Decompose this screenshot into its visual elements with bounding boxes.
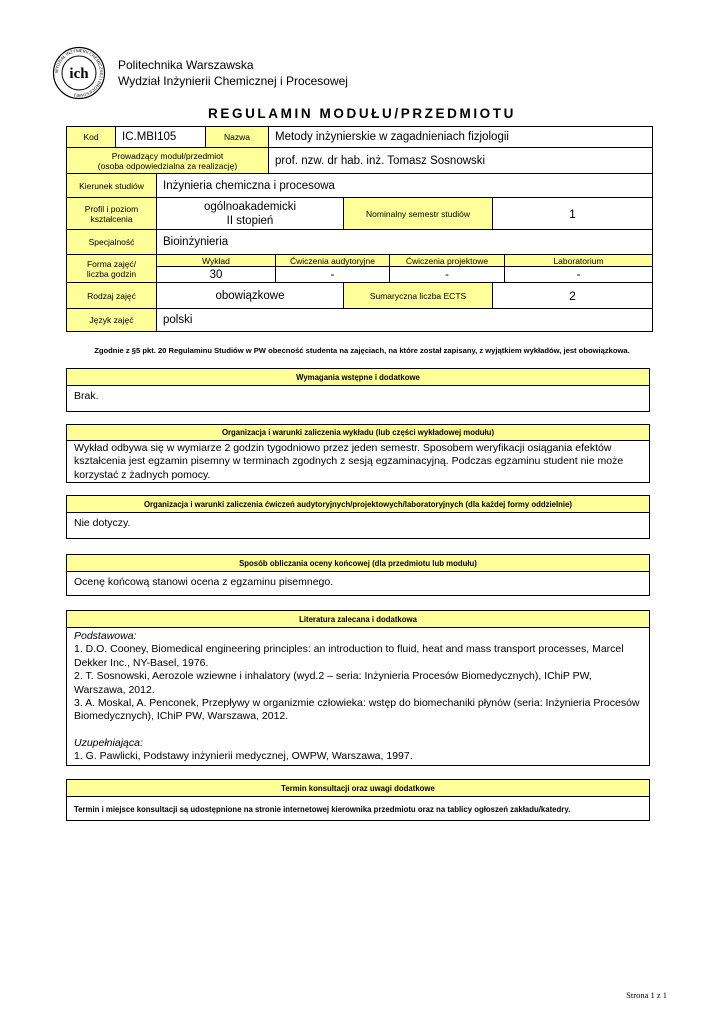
- semestr-label: Nominalny semestr studiów: [343, 197, 493, 230]
- literatura-header: Literatura zalecana i dodatkowa: [66, 610, 650, 628]
- literatura-item: 3. A. Moskal, A. Penconek, Przepływy w organizmie człowieka: wstęp do biomechaniki płynów (seria: Inżynieria Procesów Biomedycznych), IChiP PW, Warszawa, 2012.: [74, 697, 640, 723]
- cwiczenia-body: Nie dotyczy.: [66, 513, 650, 539]
- kod-label: Kod: [66, 126, 116, 148]
- jezyk-value: polski: [156, 308, 653, 332]
- kierunek-label: Kierunek studiów: [66, 173, 157, 198]
- literatura-item: 1. G. Pawlicki, Podstawy inżynierii medycznej, OWPW, Warszawa, 1997.: [74, 750, 413, 763]
- jezyk-label: Język zajęć: [66, 308, 157, 332]
- cwiczenia-header: Organizacja i warunki zaliczenia ćwiczeń audytoryjnych/projektowych/laboratoryjnych (dla każdej formy oddzielnie): [66, 495, 650, 513]
- faculty-name: Wydział Inżynierii Chemicznej i Procesowej: [118, 74, 348, 88]
- nazwa-value: Metody inżynierskie w zagadnieniach fizjologii: [268, 126, 653, 148]
- profil-label: [66, 197, 157, 230]
- profil-value: [156, 197, 344, 230]
- wymagania-body: Brak.: [66, 386, 650, 412]
- forma-value-wyklad: 30: [156, 266, 276, 283]
- forma-label: [66, 254, 157, 283]
- forma-header-cwiczenia-projektowe: Ćwiczenia projektowe: [389, 254, 505, 267]
- forma-value-laboratorium: -: [504, 266, 653, 283]
- forma-value-cwiczenia-projektowe: -: [389, 266, 505, 283]
- literatura-uzupelniajaca-label: Uzupełniająca:: [74, 736, 143, 749]
- rodzaj-label: Rodzaj zajęć: [66, 282, 157, 309]
- attendance-note: Zgodnie z §5 pkt. 20 Regulaminu Studiów w PW obecność studenta na zajęciach, na które został zapisany, z wyjątkiem wykładów, jest obowiązkowa.: [94, 346, 630, 355]
- wyklad-body: Wykład odbywa się w wymiarze 2 godzin tygodniowo przez jeden semestr. Sposobem weryfikacji osiągania efektów kształcenia jest egzamin pisemny w terminach zgodnych z sesją egzaminacyjną. Podczas egzaminu student nie może korzystać z żadnych pomocy.: [66, 441, 650, 483]
- rodzaj-value: obowiązkowe: [156, 282, 344, 309]
- forma-header-wyklad: Wykład: [156, 254, 276, 267]
- logo-ring-text: WYDZIAŁ INŻYNIERII CHEMICZNEJ I PROCESOWEJ: [53, 47, 105, 99]
- specjalnosc-label: Specjalność: [66, 229, 157, 255]
- nazwa-label: Nazwa: [205, 126, 269, 148]
- ects-label: Sumaryczna liczba ECTS: [343, 282, 493, 309]
- wyklad-header: Organizacja i warunki zaliczenia wykładu (lub części wykładowej modułu): [66, 424, 650, 441]
- forma-label-line2: liczba godzin: [86, 268, 137, 279]
- literatura-podstawowa-label: Podstawowa:: [74, 630, 137, 642]
- literatura-item: 1. D.O. Cooney, Biomedical engineering principles: an introduction to fluid, heat and mass transport processes, Marcel Dekker Inc., NY-Basel, 1976.: [74, 643, 624, 669]
- faculty-logo: [52, 46, 106, 100]
- kierunek-value: Inżynieria chemiczna i procesowa: [156, 173, 653, 198]
- profil-value-line2: II stopień: [226, 214, 274, 227]
- forma-label-line1: Forma zajęć/: [86, 258, 137, 269]
- profil-label-line1: Profil i poziom: [84, 203, 139, 214]
- kod-value: IC.MBI105: [115, 126, 206, 148]
- prowadzacy-value: prof. nzw. dr hab. inż. Tomasz Sosnowski: [268, 147, 653, 174]
- prowadzacy-label-line1: Prowadzący moduł/przedmiot: [111, 150, 224, 161]
- prowadzacy-label: [66, 147, 269, 174]
- ocena-header: Sposób obliczania oceny końcowej (dla przedmiotu lub modułu): [66, 554, 650, 572]
- profil-label-line2: kształcenia: [90, 213, 133, 224]
- ocena-body: Ocenę końcową stanowi ocena z egzaminu pisemnego.: [66, 572, 650, 596]
- prowadzacy-label-line2: (osoba odpowiedzialna za realizację): [97, 160, 238, 171]
- profil-value-line1: ogólnoakademicki: [203, 200, 297, 213]
- semestr-value: 1: [492, 197, 653, 230]
- page-title: REGULAMIN MODUŁU/PRZEDMIOTU: [208, 106, 516, 121]
- logo-mark: ich: [69, 66, 89, 82]
- specjalnosc-value: Bioinżynieria: [156, 229, 653, 255]
- page-number: Strona 1 z 1: [626, 990, 667, 1000]
- konsultacje-body: Termin i miejsce konsultacji są udostępnione na stronie internetowej kierownika przedmiotu oraz na tablicy ogłoszeń zakładu/katedry.: [66, 797, 650, 821]
- university-name: Politechnika Warszawska: [118, 58, 254, 72]
- literatura-item: 2. T. Sosnowski, Aerozole wziewne i inhalatory (wyd.2 – seria: Inżynieria Procesów Biomedycznych), IChiP PW, Warszawa, 2012.: [74, 670, 592, 696]
- literatura-body: [66, 628, 650, 766]
- ects-value: 2: [492, 282, 653, 309]
- konsultacje-header: Termin konsultacji oraz uwagi dodatkowe: [66, 779, 650, 797]
- forma-header-laboratorium: Laboratorium: [504, 254, 653, 267]
- wymagania-header: Wymagania wstępne i dodatkowe: [66, 368, 650, 386]
- forma-value-cwiczenia-audytoryjne: -: [275, 266, 390, 283]
- forma-header-cwiczenia-audytoryjne: Ćwiczenia audytoryjne: [275, 254, 390, 267]
